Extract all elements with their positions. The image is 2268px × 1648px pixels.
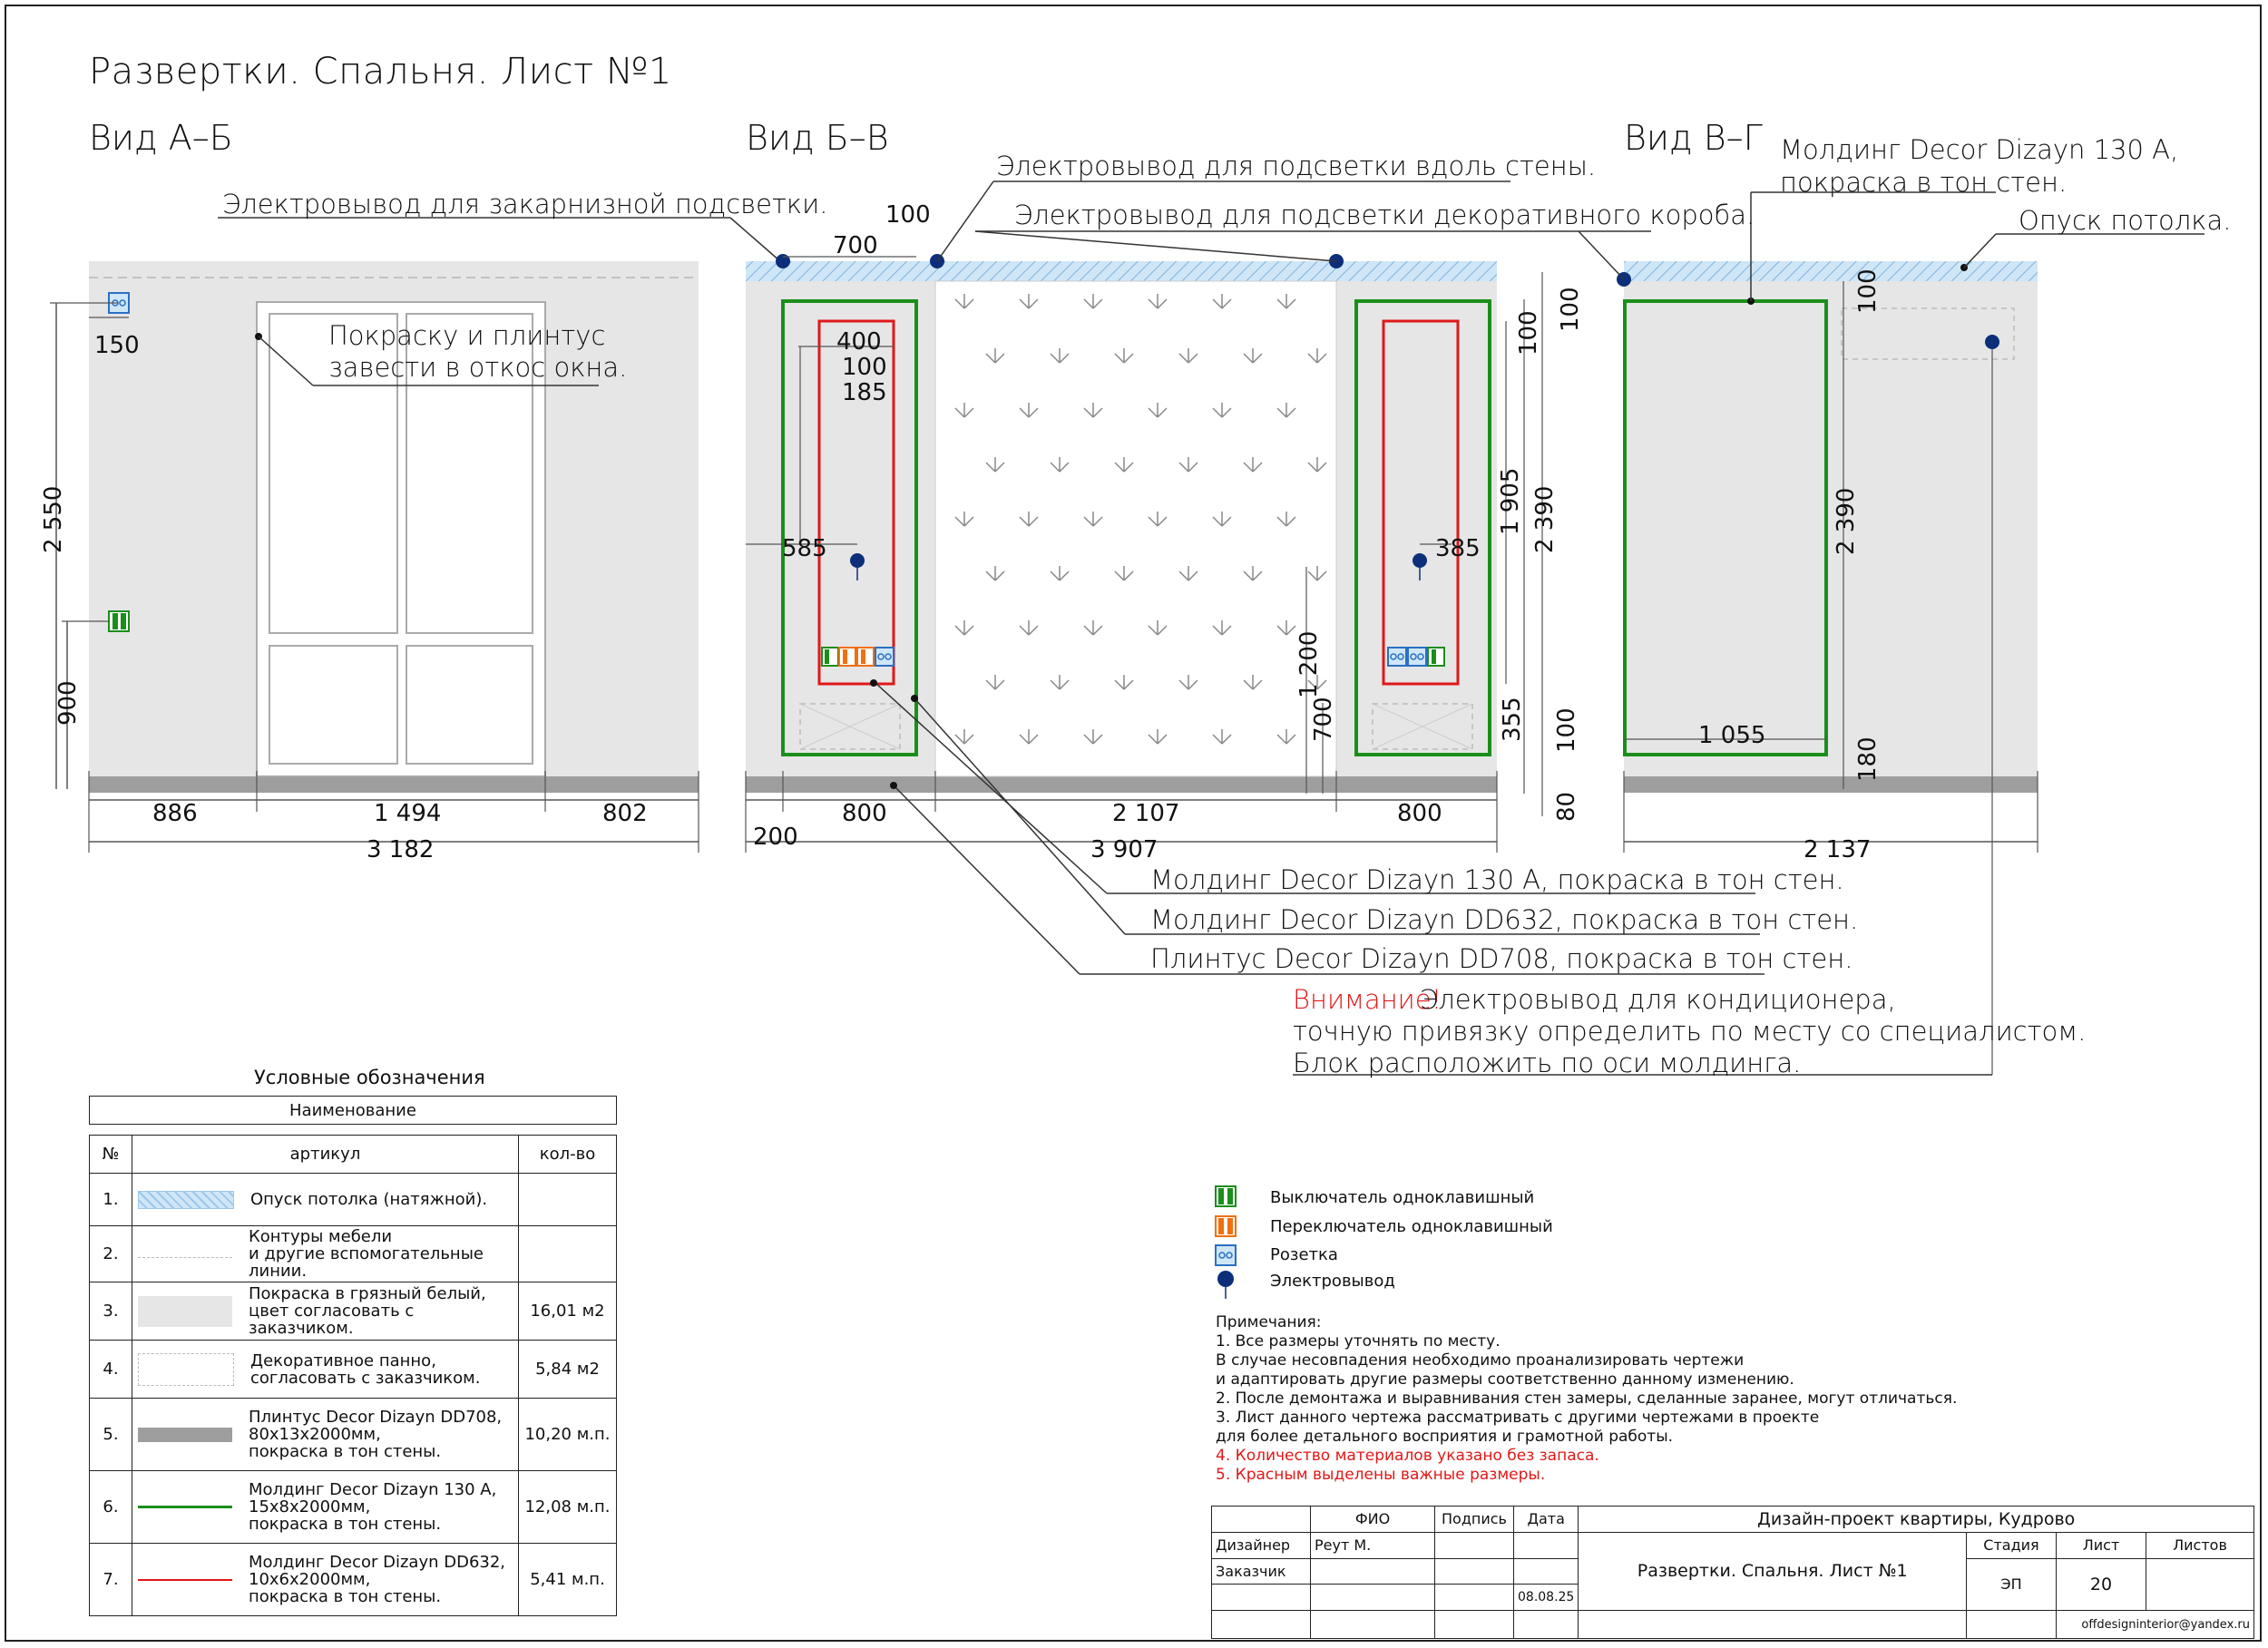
warning-line-3: Блок расположить по оси молдинга. — [1293, 1048, 1802, 1078]
notes-heading: Примечания: — [1216, 1313, 1322, 1331]
legend-swatch — [138, 1257, 232, 1258]
legend-row-quantity: 5,41 м.п. — [519, 1544, 617, 1616]
dim-label: 100 — [842, 354, 887, 381]
tb-sheet-label: Лист — [2057, 1532, 2146, 1558]
legend-row — [90, 1174, 617, 1226]
legend-row-quantity: 5,84 м2 — [519, 1341, 617, 1399]
dim-label: 150 — [94, 332, 140, 359]
page-title: Развертки. Спальня. Лист №1 — [89, 51, 672, 93]
callout-plinth-dd708: Плинтус Decor Dizayn DD708, покраска в тон стен. — [1150, 943, 1853, 974]
dim-label: 2 137 — [1804, 836, 1872, 863]
legend-swatch — [138, 1353, 234, 1386]
tb-sign: Подпись — [1435, 1507, 1514, 1533]
legend-row-quantity — [519, 1174, 617, 1226]
ab-plinth — [89, 776, 699, 793]
legend-toggle-label: Переключатель одноклавишный — [1270, 1217, 1553, 1236]
tb-stage-label: Стадия — [1967, 1532, 2057, 1558]
dim-label: 200 — [753, 824, 798, 851]
dim-label: 886 — [152, 800, 198, 827]
view-bv-label: Вид Б–В — [746, 118, 889, 158]
dim-label: 100 — [1854, 268, 1882, 314]
tb-date-value: 08.08.25 — [1514, 1585, 1579, 1611]
view-vg-label: Вид В–Г — [1624, 118, 1763, 158]
dim-label: 180 — [1854, 736, 1882, 782]
dim-label: 3 182 — [367, 836, 435, 863]
tb-designer-label: Дизайнер — [1212, 1532, 1311, 1558]
legend-table — [89, 1096, 617, 1125]
legend-row-quantity: 10,20 м.п. — [519, 1399, 617, 1471]
legend-row-number: 4. — [90, 1341, 132, 1399]
note-line: 1. Все размеры уточнять по месту. — [1216, 1332, 1501, 1351]
bv-outlet-icon — [850, 553, 865, 568]
legend-swatch — [138, 1579, 232, 1581]
legend-rows-table — [89, 1135, 617, 1616]
warning-word: Внимание! — [1293, 984, 1442, 1015]
legend-row-number: 6. — [90, 1471, 132, 1544]
legend-swatch — [138, 1428, 232, 1442]
legend-row-description: Плинтус Decor Dizayn DD708, 80х13х2000мм, покраска в тон стены. — [132, 1399, 519, 1471]
tb-sheet-value: 20 — [2057, 1558, 2146, 1611]
legend-col-article: артикул — [132, 1136, 519, 1174]
legend-col-qty: кол-во — [519, 1136, 617, 1174]
dim-label: 2 550 — [40, 485, 67, 553]
dim-label: 2 390 — [1531, 485, 1559, 553]
legend-row — [90, 1341, 617, 1399]
bv-left-switch-group — [822, 648, 894, 666]
legend-row — [90, 1226, 617, 1282]
callout-ceiling-drop: Опуск потолка. — [2019, 205, 2232, 236]
callout-wall-light: Электровывод для подсветки вдоль стены. — [996, 151, 1597, 181]
legend-row-description: Опуск потолка (натяжной). — [132, 1174, 519, 1226]
tb-sheets-label: Листов — [2146, 1532, 2254, 1558]
dim-label: 900 — [54, 680, 82, 726]
note-line: 2. После демонтажа и выравнивания стен замеры, сделанные заранее, могут отличаться. — [1216, 1390, 1958, 1408]
dim-label: 2 107 — [1112, 800, 1180, 827]
note-line-important: 5. Красным выделены важные размеры. — [1216, 1466, 1546, 1484]
tb-email: offdesigninterior@yandex.ru — [2057, 1611, 2254, 1639]
callout-box-light: Электровывод для подсветки декоративного короба. — [1014, 200, 1755, 230]
legend-row — [90, 1399, 617, 1471]
view-ab-drawing — [50, 218, 780, 853]
vg-wall — [1624, 261, 2038, 776]
dim-label: 355 — [1499, 697, 1526, 742]
dim-label: 385 — [1435, 535, 1481, 562]
legend-row — [90, 1544, 617, 1616]
ab-switch-icon — [109, 611, 129, 631]
legend-row-description: Молдинг Decor Dizayn 130 A, 15х8х2000мм, покраска в тон стены. — [132, 1471, 519, 1544]
dim-label: 80 — [1553, 791, 1580, 822]
bv-ceiling-drop — [746, 261, 1497, 281]
dim-label: 100 — [885, 201, 931, 229]
callout-window-note-2: завести в откос окна. — [328, 352, 628, 383]
vg-plinth — [1624, 776, 2038, 793]
callout-window-note-1: Покраску и плинтус — [328, 320, 606, 351]
view-ab-label: Вид А–Б — [89, 118, 233, 158]
legend-row-quantity — [519, 1226, 617, 1282]
dim-label: 800 — [1397, 800, 1442, 827]
bv-plinth — [746, 776, 1497, 793]
legend-row-description: Покраска в грязный белый, цвет согласовать с заказчиком. — [132, 1282, 519, 1341]
legend-row-description: Контуры мебели и другие вспомогательные линии. — [132, 1226, 519, 1282]
legend-row-number: 2. — [90, 1226, 132, 1282]
warning-line-1: Электровывод для кондиционера, — [1420, 984, 1896, 1015]
dim-label: 100 — [1557, 287, 1584, 332]
tb-customer-label: Заказчик — [1212, 1558, 1311, 1585]
legend-swatch — [138, 1296, 232, 1327]
view-bv-drawing — [746, 181, 1765, 974]
legend-caption: Условные обозначения — [254, 1067, 485, 1088]
dim-label: 700 — [1310, 697, 1337, 742]
dim-label: 400 — [836, 328, 882, 356]
tb-project: Дизайн-проект квартиры, Кудрово — [1579, 1507, 2254, 1533]
legend-row — [90, 1282, 617, 1341]
legend-col-num: № — [90, 1136, 132, 1174]
note-line: 3. Лист данного чертежа рассматривать с другими чертежами в проекте — [1216, 1409, 1820, 1427]
vg-ceiling-drop — [1624, 261, 2038, 281]
tb-fio: ФИО — [1311, 1507, 1435, 1533]
legend-row-description: Декоративное панно, согласовать с заказчиком. — [132, 1341, 519, 1399]
dim-label: 1 494 — [374, 800, 442, 827]
legend-row-number: 3. — [90, 1282, 132, 1341]
vg-outlet-icon — [1985, 335, 1999, 349]
title-block — [1211, 1506, 2254, 1639]
bv-right-switch-group — [1388, 648, 1444, 666]
note-line-important: 4. Количество материалов указано без запаса. — [1216, 1447, 1599, 1465]
legend-row-description: Молдинг Decor Dizayn DD632, 10х6х2000мм, покраска в тон стены. — [132, 1544, 519, 1616]
tb-designer-name: Реут М. — [1311, 1532, 1435, 1558]
legend-header: Наименование — [90, 1097, 617, 1125]
note-line: и адаптировать другие размеры соответственно данному изменению. — [1216, 1370, 1794, 1389]
dim-label: 1 055 — [1698, 722, 1766, 749]
legend-swatch — [138, 1506, 232, 1508]
dim-label: 802 — [602, 800, 648, 827]
legend-row-number: 1. — [90, 1174, 132, 1226]
legend-row — [90, 1471, 617, 1544]
note-line: В случае несовпадения необходимо проанализировать чертежи — [1216, 1351, 1745, 1370]
callout-cornice-light: Электровывод для закарнизной подсветки. — [222, 189, 828, 219]
notes-block — [1216, 1313, 1957, 1485]
dim-label: 585 — [782, 535, 827, 562]
legend-outlet-label: Электровывод — [1270, 1272, 1395, 1291]
dim-label: 800 — [842, 800, 887, 827]
callout-molding-130: Молдинг Decor Dizayn 130 A, покраска в тон стен. — [1150, 864, 1844, 895]
dim-label: 100 — [1515, 310, 1542, 356]
legend-row-quantity: 16,01 м2 — [519, 1282, 617, 1341]
legend-switch-label: Выключатель одноклавишный — [1270, 1188, 1535, 1207]
bv-outlet-icon — [1413, 553, 1427, 568]
dim-label: 100 — [1553, 707, 1580, 753]
legend-row-number: 5. — [90, 1399, 132, 1471]
callout-molding-vg-2: покраска в тон стен. — [1780, 167, 2068, 198]
tb-date: Дата — [1514, 1507, 1579, 1533]
callout-molding-vg-1: Молдинг Decor Dizayn 130 A, — [1780, 134, 2179, 165]
note-line: для более детального восприятия и грамотной работы. — [1216, 1428, 1674, 1446]
dim-label: 2 390 — [1833, 487, 1860, 555]
tb-sheet-title: Развертки. Спальня. Лист №1 — [1579, 1532, 1967, 1610]
dim-label: 1 905 — [1497, 467, 1524, 535]
dim-label: 1 200 — [1295, 630, 1323, 698]
callout-molding-dd632: Молдинг Decor Dizayn DD632, покраска в тон стен. — [1150, 904, 1859, 935]
legend-swatch — [138, 1191, 234, 1209]
tb-stage-value: ЭП — [1967, 1558, 2057, 1611]
legend-socket-label: Розетка — [1270, 1245, 1338, 1264]
dim-label: 700 — [833, 232, 878, 259]
symbol-legend-icons — [1216, 1186, 1236, 1299]
dim-label: 3 907 — [1090, 836, 1158, 863]
legend-row-number: 7. — [90, 1544, 132, 1616]
dim-label: 185 — [842, 379, 887, 406]
legend-row-quantity: 12,08 м.п. — [519, 1471, 617, 1544]
warning-line-2: точную привязку определить по месту со специалистом. — [1293, 1016, 2087, 1047]
